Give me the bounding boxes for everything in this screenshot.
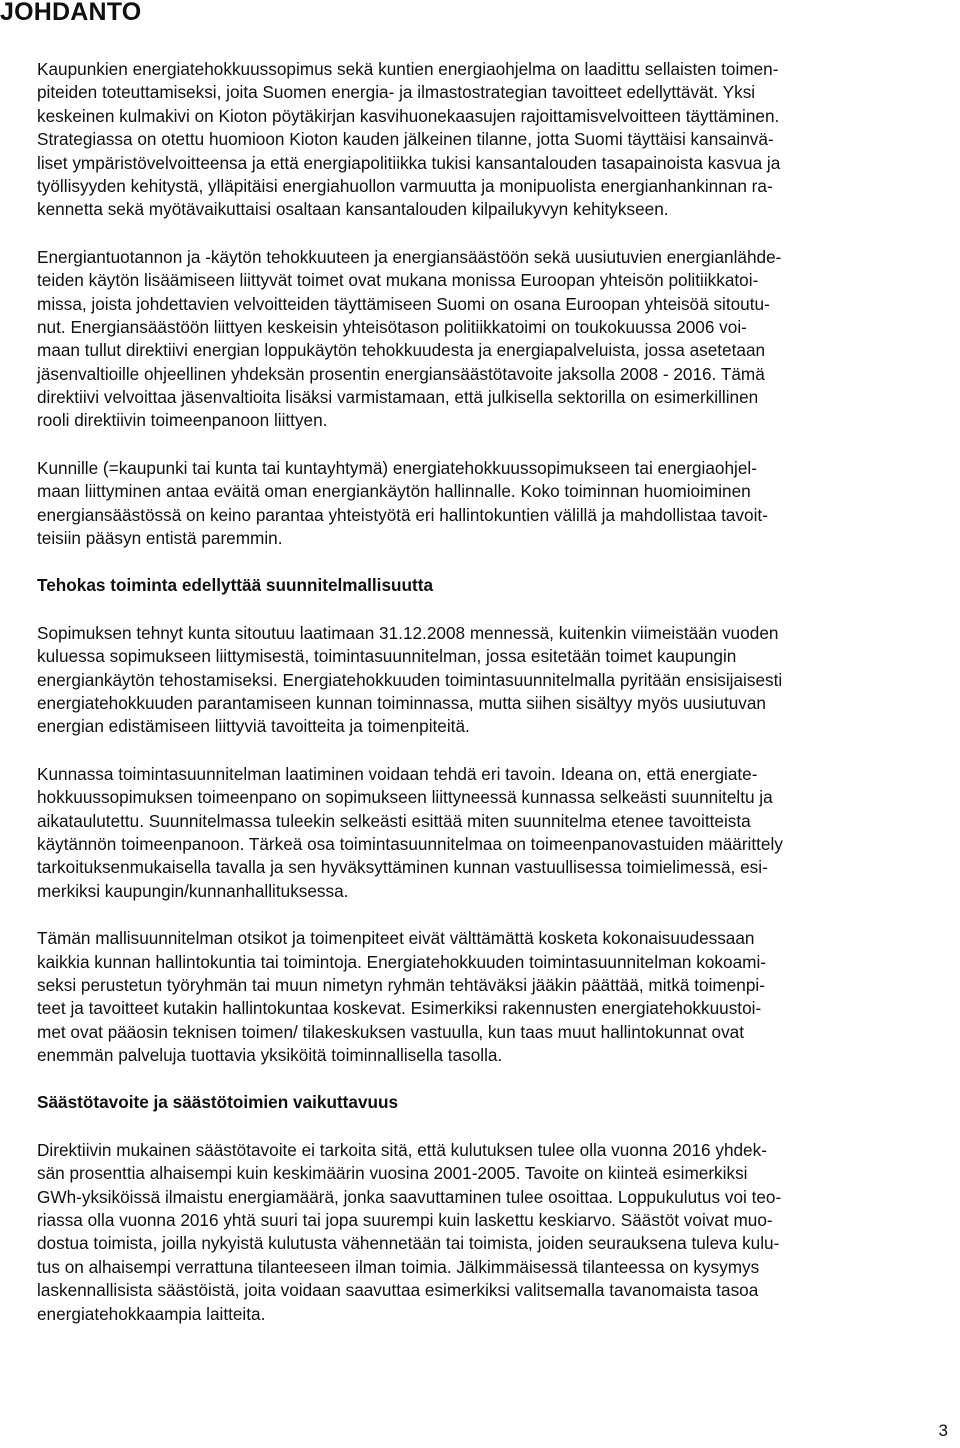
text-line: met ovat pääosin teknisen toimen/ tilakeskuksen vastuulla, kun taas muut hallintokunnat ovat [37,1021,745,1042]
text-line: jäsenvaltioille ohjeellinen yhdeksän prosentin energiansäästötavoite jaksolla 2008 - 2016. Tämä [37,363,765,384]
text-line: Energiantuotannon ja -käytön tehokkuuteen ja energiansäästöön sekä uusiutuvien energianlähde- [37,246,782,267]
text-line: maan tullut direktiivi energian loppukäytön tehokkuudesta ja energiapalveluista, jossa asetetaan [37,340,766,361]
text-line: Direktiivin mukainen säästötavoite ei tarkoita sitä, että kulutuksen tulee olla vuonna 2016 yhdek- [37,1139,767,1160]
text-line: keskeinen kulmakivi on Kioton pöytäkirjan kasvihuonekaasujen rajoittamisvelvoitteen täyttäminen. [37,105,780,126]
paragraph-intro-1 [37,58,949,222]
paragraph-intro-2 [37,246,949,433]
text-line: maan liittyminen antaa eväitä oman energiankäytön hallinnalle. Koko toiminnan huomioiminen [37,481,751,502]
text-line: hokkuussopimuksen toimeenpano on sopimukseen liittyneessä kunnassa selkeästi suunniteltu ja [37,787,773,808]
text-line: piteiden toteuttamiseksi, joita Suomen energia- ja ilmastostrategian tavoitteet edellyttävät. Yksi [37,82,756,103]
paragraph-savings-1 [37,1139,949,1326]
text-line: Strategiassa on otettu huomioon Kioton kauden jälkeinen tilanne, jotta Suomi täyttäisi kansainvä- [37,129,774,150]
text-line: sän prosenttia alhaisempi kuin keskimäärin vuosina 2001-2005. Tavoite on kiinteä esimerkiksi [37,1163,748,1184]
text-line: energiankäytön tehostamiseksi. Energiatehokkuuden toimintasuunnitelmalla pyritään ensisijaisesti [37,669,783,690]
text-line: käytännön toimeenpanoon. Tärkeä osa toimintasuunnitelmaa on toimeenpanovastuiden määrittely [37,833,783,854]
text-line: nut. Energiansäästöön liittyen keskeisin yhteisötason politiikkatoimi on toukokuussa 2006 voi- [37,316,747,337]
text-line: riassa olla vuonna 2016 yhtä suuri tai jopa suurempi kuin laskettu keskiarvo. Säästöt voivat muo- [37,1210,773,1231]
text-line: aikataulutettu. Suunnitelmassa tuleekin selkeästi esittää miten suunnitelma etenee tavoitteista [37,810,751,831]
text-line: Kunnille (=kaupunki tai kunta tai kuntayhtymä) energiatehokkuussopimukseen tai energiaohjel- [37,457,757,478]
text-line: energiansäästössä on keino parantaa yhteistyötä eri hallintokuntien välillä ja mahdollistaa tavoit- [37,504,768,525]
text-line: dostua toimista, joilla nykyistä kulutusta vähennetään tai toimista, joiden seurauksena tuleva kulu- [37,1233,780,1254]
paragraph-planning-1 [37,622,949,739]
document-body [37,58,949,1326]
paragraph-planning-3 [37,927,949,1067]
paragraph-intro-3 [37,457,949,551]
text-line: merkiksi kaupungin/kunnanhallituksessa. [37,880,349,901]
text-line: työllisyyden kehitystä, ylläpitäisi energiahuollon varmuutta ja monipuolista energianhankinnan ra- [37,175,773,196]
section-title-planning: Tehokas toiminta edellyttää suunnitelmallisuutta [37,575,434,596]
text-line: direktiivi velvoittaa jäsenvaltioita lisäksi varmistamaan, että julkisella sektorilla on esimerkillinen [37,387,759,408]
text-line: teet ja tavoitteet kutakin hallintokuntaa koskevat. Esimerkiksi rakennusten energiatehokkuustoi- [37,998,762,1019]
text-line: Sopimuksen tehnyt kunta sitoutuu laatimaan 31.12.2008 mennessä, kuitenkin viimeistään vuoden [37,622,779,643]
text-line: Tämän mallisuunnitelman otsikot ja toimenpiteet eivät välttämättä kosketa kokonaisuudessaan [37,928,755,949]
text-line: Kaupunkien energiatehokkuussopimus sekä kuntien energiaohjelma on laadittu sellaisten toimen- [37,59,779,79]
text-line: Kunnassa toimintasuunnitelman laatiminen voidaan tehdä eri tavoin. Ideana on, että energiate- [37,763,758,784]
text-line: teisiin pääsyn entistä paremmin. [37,528,283,549]
text-line: liset ympäristövelvoitteensa ja että energiapolitiikka tukisi kansantalouden tasapainoista kasvua ja [37,152,781,173]
text-line: laskennallisista säästöistä, joita voidaan saavuttaa esimerkiksi valitsemalla tavanomaista tasoa [37,1280,759,1301]
text-line: tus on alhaisempi verrattuna tilanteeseen ilman toimia. Jälkimmäisessä tilanteessa on kysymys [37,1256,760,1277]
page-heading: JOHDANTO [0,0,142,26]
text-line: enemmän palveluja tuottavia yksiköitä toiminnallisella tasolla. [37,1045,503,1066]
text-line: teiden käytön lisäämiseen liittyvät toimet ovat mukana monissa Euroopan yhteisön politiikkatoi- [37,270,759,291]
text-line: missa, joista johdettavien velvoitteiden täyttämiseen Suomi on osana Euroopan yhteisöä sitoutu- [37,293,770,314]
text-line: GWh-yksiköissä ilmaistu energiamäärä, jonka saavuttaminen tulee osoittaa. Loppukulutus voi teo- [37,1186,782,1207]
text-line: rooli direktiivin toimeenpanoon liittyen. [37,410,328,431]
text-line: kuluessa sopimukseen liittymisestä, toimintasuunnitelman, jossa esitetään toimet kaupungin [37,646,737,667]
paragraph-planning-2 [37,763,949,903]
text-line: kaikkia kunnan hallintokuntia tai toimintoja. Energiatehokkuuden toimintasuunnitelman kokoami- [37,951,766,972]
text-line: energiatehokkuuden parantamiseen kunnan toiminnassa, mutta siihen sisältyy myös uusiutuvan [37,692,766,713]
text-line: kennetta sekä myötävaikuttaisi osaltaan kansantalouden kilpailukyvyn kehitykseen. [37,199,669,220]
text-line: seksi perustetun työryhmän tai muun nimetyn ryhmän tehtäväksi jääkin päättää, mitkä toimenpi- [37,974,765,995]
section-title-savings: Säästötavoite ja säästötoimien vaikuttavuus [37,1092,399,1113]
text-line: tarkoituksenmukaisella tavalla ja sen hyväksyttäminen kunnan vastuullisessa toimielimessä, esi- [37,857,768,878]
page-number: 3 [938,1421,948,1440]
text-line: energian edistämiseen liittyviä tavoitteita ja toimenpiteitä. [37,716,470,737]
text-line: energiatehokkaampia laitteita. [37,1303,266,1324]
